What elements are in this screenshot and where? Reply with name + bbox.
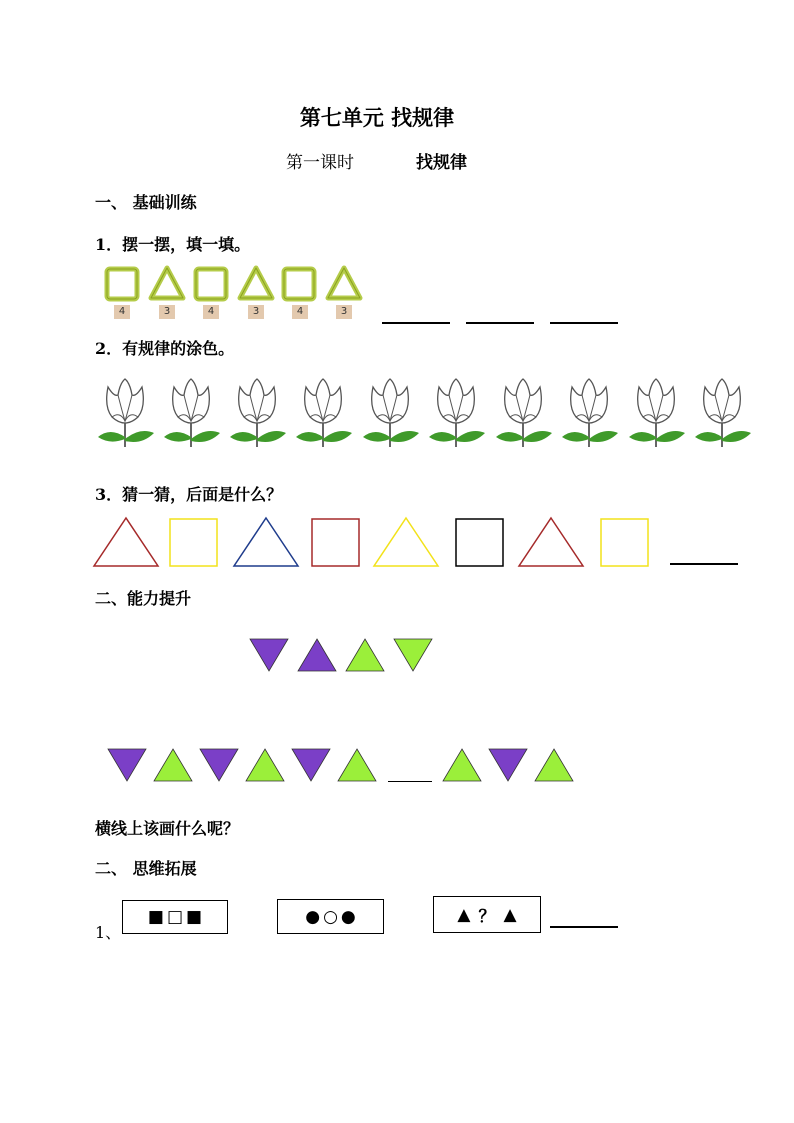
purple-down-triangle-icon [108, 749, 146, 781]
question-2-heading: 2．有规律的涂色。 [95, 339, 235, 358]
green-down-triangle-icon [394, 639, 432, 671]
sample-triangle-row [248, 636, 438, 676]
filled-circle-icon: ● [340, 906, 356, 927]
stick-square-icon [284, 269, 314, 299]
filled-triangle-icon: ▲ [503, 904, 517, 925]
ability-question: 横线上该画什么呢？ [95, 819, 240, 838]
stick-count-label: 3 [159, 305, 175, 319]
lesson-label: 第一课时 [286, 153, 354, 173]
green-up-triangle-icon [246, 749, 284, 781]
answer-blank[interactable] [550, 926, 618, 928]
tulip-icon[interactable] [296, 379, 352, 447]
question-1-heading: 1．摆一摆，填一填。 [95, 235, 251, 254]
stick-triangle-icon [240, 268, 272, 298]
tulip-icon[interactable] [496, 379, 552, 447]
pattern-box-triangles [433, 896, 541, 933]
filled-circle-icon: ● [305, 906, 321, 927]
answer-blank[interactable] [388, 781, 432, 782]
tulip-icon[interactable] [695, 379, 751, 447]
yellow-square-icon [601, 519, 648, 566]
filled-triangle-icon: ▲ [457, 904, 471, 925]
empty-circle-icon: ○ [323, 906, 338, 927]
page-title: 第七单元 找规律 [299, 105, 455, 130]
stick-triangle-icon [328, 268, 360, 298]
purple-down-triangle-icon [250, 639, 288, 671]
green-up-triangle-icon [346, 639, 384, 671]
tulip-icon[interactable] [562, 379, 618, 447]
red-triangle-icon [94, 518, 158, 566]
green-up-triangle-icon [154, 749, 192, 781]
tulip-icon[interactable] [429, 379, 485, 447]
tulip-icon[interactable] [230, 379, 286, 447]
purple-down-triangle-icon [200, 749, 238, 781]
purple-up-triangle-icon [298, 639, 336, 671]
blue-triangle-icon [234, 518, 298, 566]
purple-down-triangle-icon [292, 749, 330, 781]
green-up-triangle-icon [535, 749, 573, 781]
stick-triangle-icon [151, 268, 183, 298]
red-square-icon [312, 519, 359, 566]
green-up-triangle-icon [338, 749, 376, 781]
section-ability-heading: 二、能力提升 [95, 589, 192, 608]
empty-square-icon: □ [166, 907, 184, 927]
stick-shapes-row [100, 262, 370, 304]
filled-square-icon: ■ [186, 907, 203, 927]
yellow-triangle-icon [374, 518, 438, 566]
pattern-box-squares [122, 900, 228, 934]
stick-count-label: 4 [114, 305, 130, 319]
stick-count-label: 3 [336, 305, 352, 319]
lesson-topic: 找规律 [416, 153, 467, 173]
stick-count-label: 4 [203, 305, 219, 319]
stick-count-label: 4 [292, 305, 308, 319]
tulip-row [97, 375, 757, 450]
section-thinking-heading: 二、 思维拓展 [95, 859, 197, 878]
outline-shapes-row [90, 515, 660, 570]
stick-square-icon [107, 269, 137, 299]
red-triangle-icon [519, 518, 583, 566]
thinking-question-number: 1、 [95, 923, 122, 942]
purple-down-triangle-icon [489, 749, 527, 781]
pattern-triangle-row [104, 746, 584, 786]
stick-count-label: 3 [248, 305, 264, 319]
pattern-box-circles [277, 899, 384, 934]
question-3-heading: 3．猜一猜，后面是什么？ [95, 485, 283, 504]
tulip-icon[interactable] [363, 379, 419, 447]
filled-square-icon: ■ [147, 907, 164, 927]
answer-blank[interactable] [670, 563, 738, 565]
black-square-icon [456, 519, 503, 566]
answer-blank[interactable] [382, 322, 450, 324]
section-basic-heading: 一、 基础训练 [95, 193, 197, 212]
stick-square-icon [196, 269, 226, 299]
tulip-icon[interactable] [629, 379, 685, 447]
tulip-icon[interactable] [164, 379, 220, 447]
answer-blank[interactable] [550, 322, 618, 324]
tulip-icon[interactable] [98, 379, 154, 447]
question-mark: ？ [478, 907, 496, 927]
green-up-triangle-icon [443, 749, 481, 781]
yellow-square-icon [170, 519, 217, 566]
answer-blank[interactable] [466, 322, 534, 324]
